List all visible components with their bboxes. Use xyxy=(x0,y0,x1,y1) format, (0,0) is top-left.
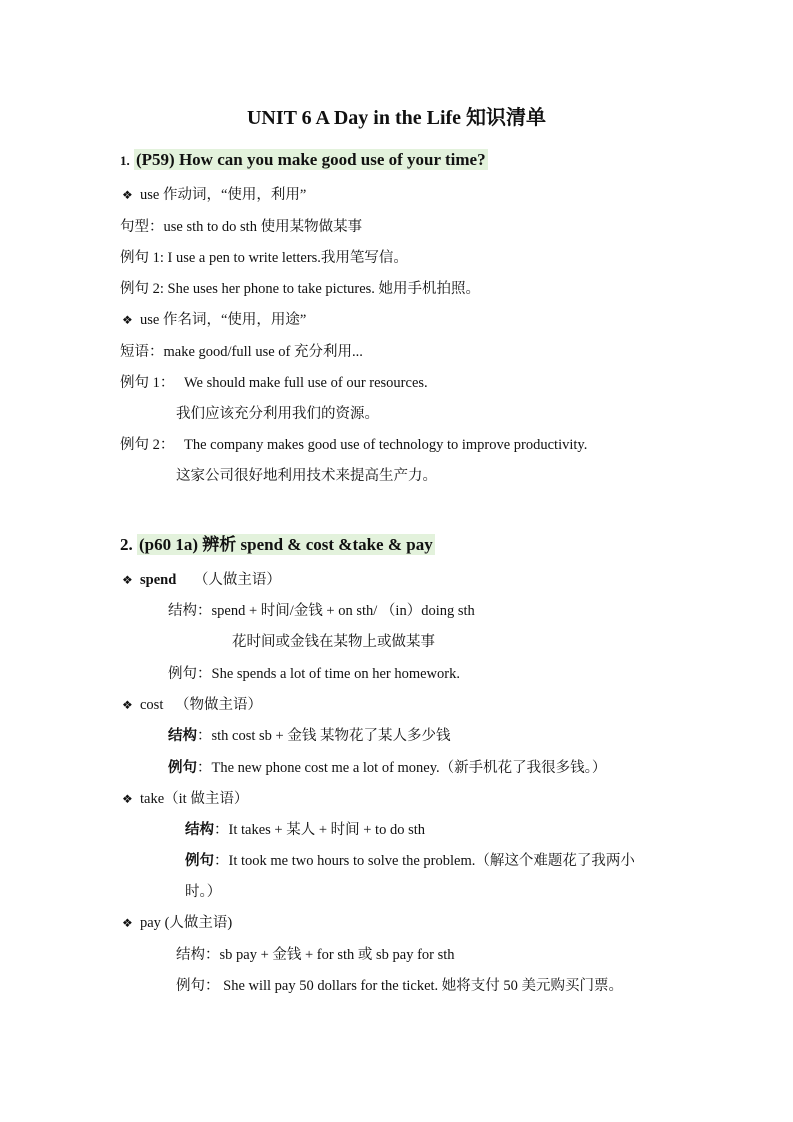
example-label: 例句 1： xyxy=(120,375,175,391)
bullet-cost xyxy=(122,695,262,715)
spend-example: 例句：She spends a lot of time on her homework. xyxy=(168,666,460,682)
example-text: ：It took me two hours to solve the problem.（解这个难题花了我两小 xyxy=(214,853,635,869)
section-2-title: (p60 1a) 辨析 spend & cost &take & pay xyxy=(139,535,433,554)
diamond-bullet-icon: ❖ xyxy=(122,792,133,806)
diamond-bullet-icon: ❖ xyxy=(122,698,133,712)
bullet-spend xyxy=(122,570,281,590)
page-title: UNIT 6 A Day in the Life 知识清单 xyxy=(246,107,547,129)
subject-note: (人做主语) xyxy=(164,915,233,931)
bullet-use-noun xyxy=(122,310,306,330)
diamond-bullet-icon: ❖ xyxy=(122,573,133,587)
section-1-number: 1. xyxy=(120,153,130,168)
section-2-number: 2. xyxy=(120,535,133,554)
section-1-title: (P59) How can you make good use of your time? xyxy=(136,150,486,169)
example-text: ：The new phone cost me a lot of money.（新手机花了我很多钱。） xyxy=(197,760,607,776)
example-4-translation: 这家公司很好地利用技术来提高生产力。 xyxy=(176,468,437,484)
diamond-bullet-icon: ❖ xyxy=(122,916,133,930)
example-3-translation: 我们应该充分利用我们的资源。 xyxy=(176,406,379,422)
keyword-cost: cost xyxy=(140,697,164,713)
example-1: 例句 1: I use a pen to write letters.我用笔写信。 xyxy=(120,250,408,266)
cost-structure xyxy=(168,726,450,746)
structure-text: ：sth cost sb + 金钱 某物花了某人多少钱 xyxy=(197,728,451,744)
keyword-take: take xyxy=(140,791,165,807)
subject-note: （it 做主语） xyxy=(164,791,249,807)
section-1-heading xyxy=(120,148,488,173)
sentence-pattern: 句型：use sth to do sth 使用某物做某事 xyxy=(120,219,363,235)
pay-structure: 结构：sb pay + 金钱 + for sth 或 sb pay for sth xyxy=(176,947,455,963)
subject-note: （物做主语） xyxy=(174,697,262,713)
diamond-bullet-icon: ❖ xyxy=(122,313,133,327)
phrase: 短语：make good/full use of 充分利用... xyxy=(120,344,363,360)
take-structure xyxy=(185,820,425,840)
subject-note: （人做主语） xyxy=(193,572,281,588)
keyword-pay: pay xyxy=(140,915,161,931)
example-4 xyxy=(120,435,587,455)
spend-structure: 结构：spend + 时间/金钱 + on sth/ （in）doing sth xyxy=(168,603,475,619)
spend-meaning: 花时间或金钱在某物上或做某事 xyxy=(232,634,435,650)
bullet-pay xyxy=(122,913,232,933)
bullet-use-verb xyxy=(122,185,306,205)
cost-example xyxy=(168,758,606,778)
section-2-heading xyxy=(120,533,435,557)
bullet-text: use 作名词，“使用，用途” xyxy=(140,312,307,328)
bullet-take xyxy=(122,789,248,809)
take-example-continued: 时。） xyxy=(185,884,222,900)
bullet-text: use 作动词，“使用，利用” xyxy=(140,187,307,203)
structure-label: 结构 xyxy=(185,822,214,838)
example-label: 例句 xyxy=(185,853,214,869)
pay-example: 例句： She will pay 50 dollars for the ticket. 她将支付 50 美元购买门票。 xyxy=(176,978,624,994)
take-example xyxy=(185,851,635,871)
structure-text: ：It takes + 某人 + 时间 + to do sth xyxy=(214,822,426,838)
structure-label: 结构 xyxy=(168,728,197,744)
example-label: 例句 xyxy=(168,760,197,776)
keyword-spend: spend xyxy=(140,572,177,588)
diamond-bullet-icon: ❖ xyxy=(122,188,133,202)
example-2: 例句 2: She uses her phone to take pictures. 她用手机拍照。 xyxy=(120,281,481,297)
example-english: We should make full use of our resources. xyxy=(184,375,428,391)
example-label: 例句 2： xyxy=(120,437,175,453)
example-english: The company makes good use of technology to improve productivity. xyxy=(184,437,588,453)
example-3 xyxy=(120,373,428,393)
